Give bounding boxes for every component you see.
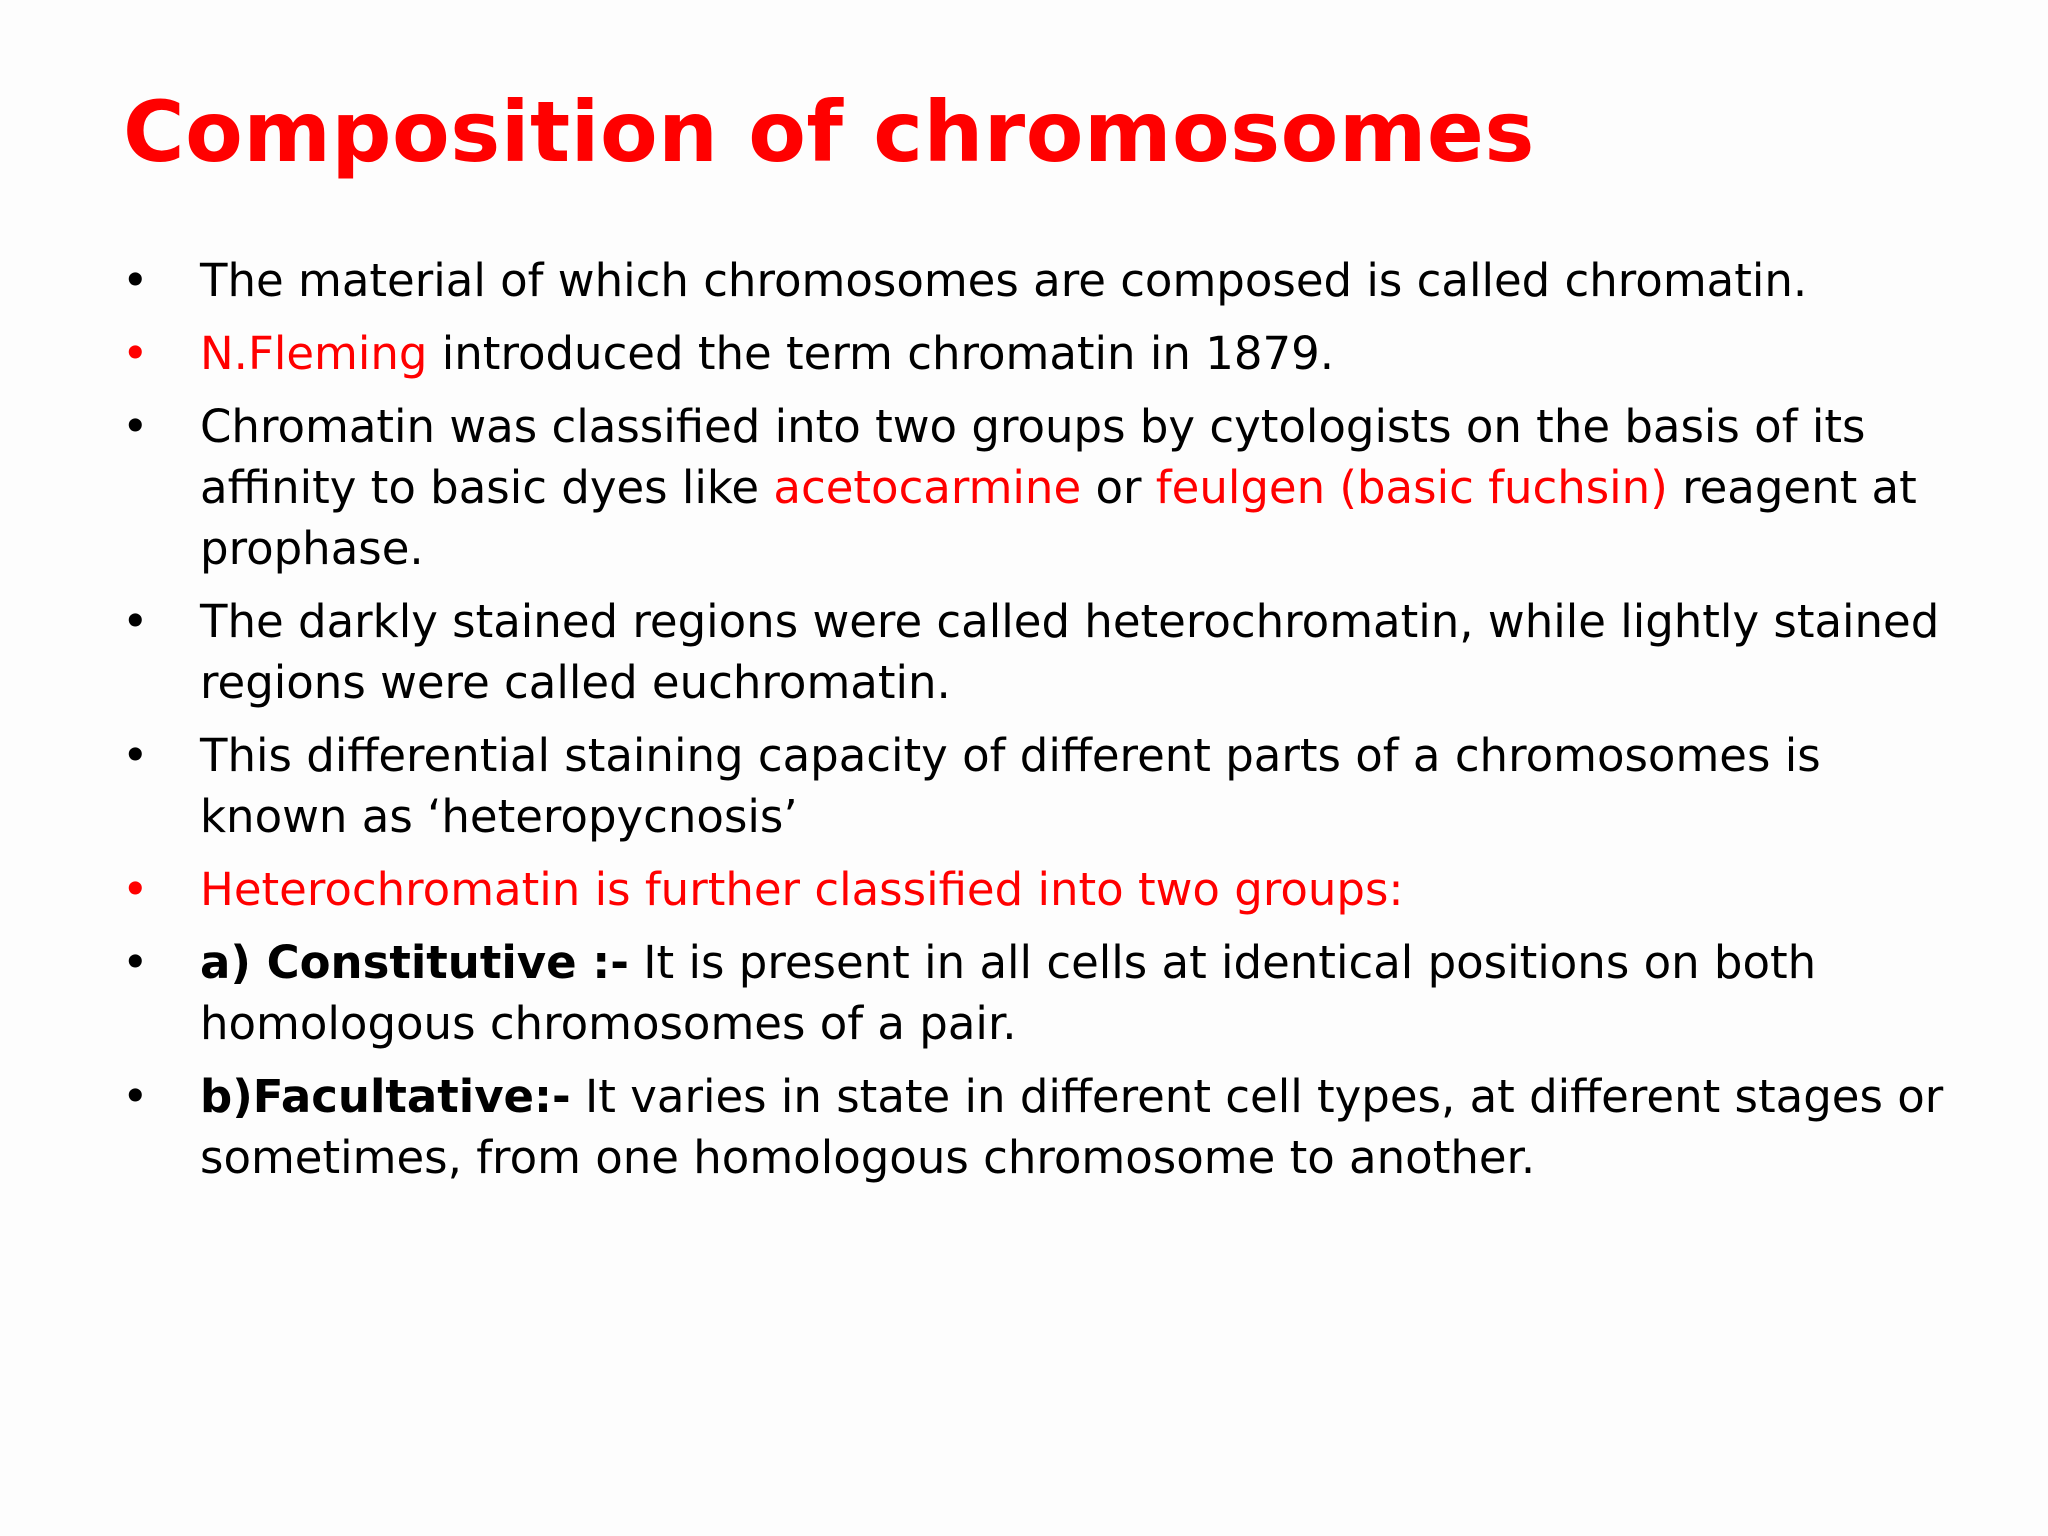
bullet-icon: •: [122, 400, 149, 453]
highlight-acetocarmine: acetocarmine: [773, 461, 1082, 514]
bullet-icon: •: [122, 1070, 149, 1123]
bullet-item-facultative: [0, 1066, 1960, 1188]
bullet-item-heteropycnosis: [0, 725, 1960, 847]
bullet-text: Chromatin was classified into two groups by cytologists on the basis of its affinity to basic dyes like: [200, 400, 1866, 514]
highlight-feulgen: feulgen (basic fuchsin): [1155, 461, 1668, 514]
bullet-text: This differential staining capacity of different parts of a chromosomes is known as ‘heteropycnosis’: [200, 729, 1821, 843]
term-label-facultative: b)Facultative:-: [200, 1070, 571, 1123]
bullet-icon: •: [122, 327, 149, 380]
bullet-icon: •: [122, 936, 149, 989]
bullet-text: or: [1081, 461, 1156, 514]
bullet-text: The material of which chromosomes are composed is called chromatin.: [200, 254, 1808, 307]
term-label-constitutive: a) Constitutive :-: [200, 936, 629, 989]
bullet-item-classification: [0, 396, 1960, 579]
bullet-list: [0, 250, 1960, 1200]
highlight-fleming: N.Fleming: [200, 327, 428, 380]
bullet-item-constitutive: [0, 932, 1960, 1054]
bullet-icon: •: [122, 254, 149, 307]
bullet-item-stained-regions: [0, 591, 1960, 713]
bullet-item-chromatin-definition: [0, 250, 1960, 311]
slide-title: Composition of chromosomes: [123, 83, 1535, 181]
bullet-text: The darkly stained regions were called heterochromatin, while lightly stained regions were called euchromatin.: [200, 595, 1940, 709]
bullet-item-heterochromatin-groups: [0, 859, 1960, 920]
bullet-text: introduced the term chromatin in 1879.: [427, 327, 1335, 380]
bullet-icon: •: [122, 595, 149, 648]
bullet-icon: •: [122, 729, 149, 782]
bullet-text: reagent at prophase.: [200, 461, 1917, 575]
bullet-text: It varies in state in different cell types, at different stages or sometimes, from one homologous chromosome to another.: [200, 1070, 1944, 1184]
bullet-text: Heterochromatin is further classified into two groups:: [200, 863, 1404, 916]
bullet-item-fleming: [0, 323, 1960, 384]
bullet-text: It is present in all cells at identical positions on both homologous chromosomes of a pair.: [200, 936, 1817, 1050]
bullet-icon: •: [122, 863, 149, 916]
